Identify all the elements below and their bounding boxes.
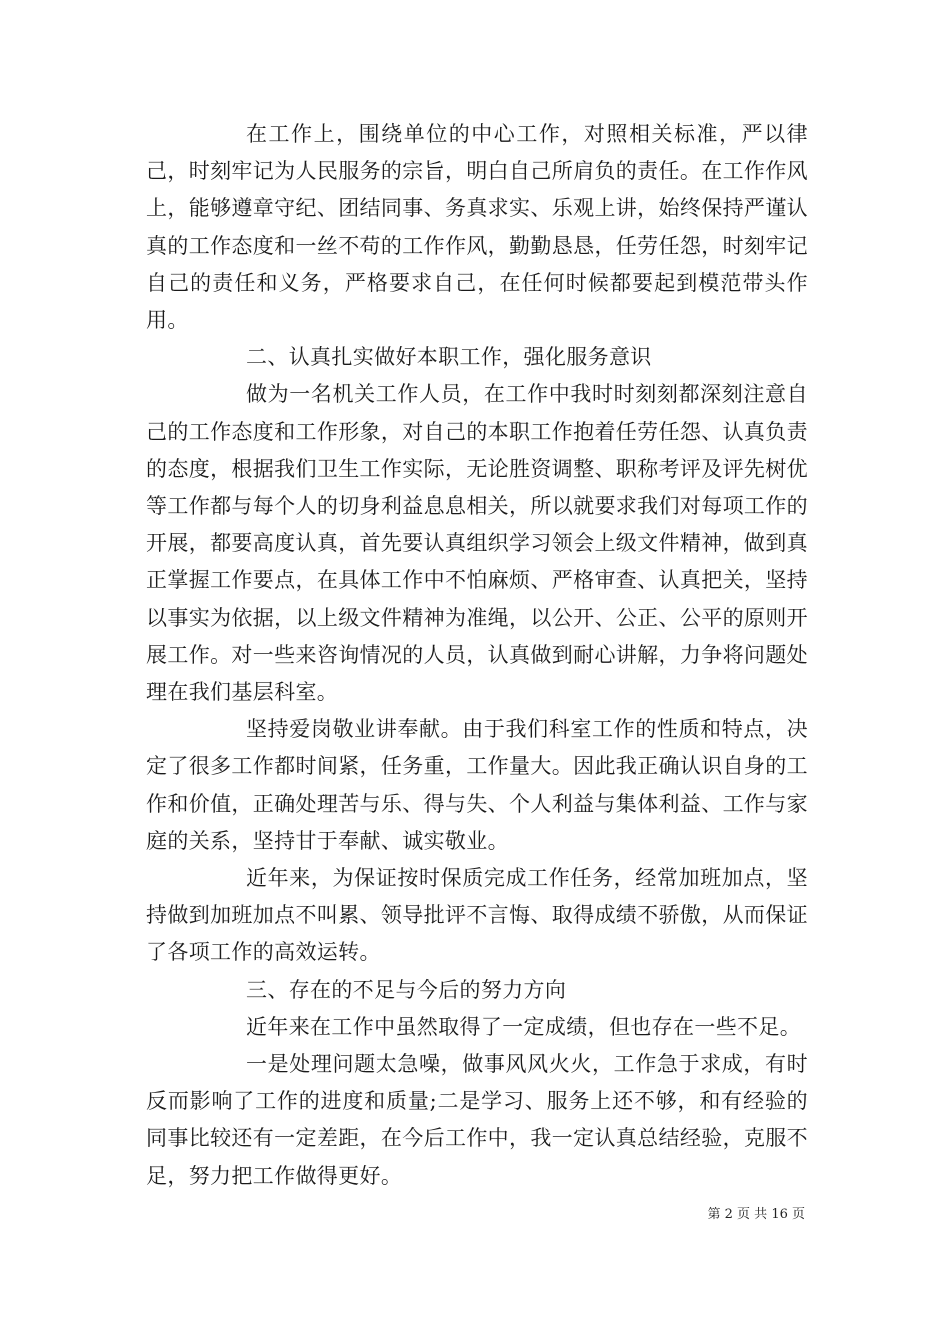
paragraph-dedication: 坚持爱岗敬业讲奉献。由于我们科室工作的性质和特点，决定了很多工作都时间紧，任务重，工作量大。因此我正确认识自身的工作和价值，正确处理苦与乐、得与失、个人利益与集体利益、工作与家庭的关系，坚持甘于奉献、诚实敬业。 — [146, 717, 808, 853]
paragraph-shortcomings-intro: 近年来在工作中虽然取得了一定成绩，但也存在一些不足。 — [246, 1014, 802, 1039]
section-heading-3: 三、存在的不足与今后的努力方向 — [246, 977, 567, 1002]
page-number-footer: 第 2 页 共 16 页 — [707, 1207, 805, 1222]
section-heading-2: 二、认真扎实做好本职工作，强化服务意识 — [246, 345, 652, 370]
paragraph-shortcomings-detail: 一是处理问题太急噪，做事风风火火，工作急于求成，有时反而影响了工作的进度和质量;二是学习、服务上还不够，和有经验的同事比较还有一定差距，在今后工作中，我一定认真总结经验，克服不足，努力把工作做得更好。 — [146, 1052, 808, 1188]
paragraph-overtime: 近年来，为保证按时保质完成工作任务，经常加班加点，坚持做到加班加点不叫累、领导批评不言悔、取得成绩不骄傲，从而保证了各项工作的高效运转。 — [146, 866, 808, 965]
document-body — [146, 116, 808, 1195]
paragraph-work-attitude: 在工作上，围绕单位的中心工作，对照相关标准，严以律己，时刻牢记为人民服务的宗旨，明白自己所肩负的责任。在工作作风上，能够遵章守纪、团结同事、务真求实、乐观上讲，始终保持严谨认真的工作态度和一丝不苟的工作作风，勤勤恳恳，任劳任怨，时刻牢记自己的责任和义务，严格要求自己，在任何时候都要起到模范带头作用。 — [146, 122, 808, 333]
paragraph-job-duties: 做为一名机关工作人员，在工作中我时时刻刻都深刻注意自己的工作态度和工作形象，对自己的本职工作抱着任劳任怨、认真负责的态度，根据我们卫生工作实际，无论胜资调整、职称考评及评先树优等工作都与每个人的切身利益息息相关，所以就要求我们对每项工作的开展，都要高度认真，首先要认真组织学习领会上级文件精神，做到真正掌握工作要点，在具体工作中不怕麻烦、严格审查、认真把关，坚持以事实为依据，以上级文件精神为准绳，以公开、公正、公平的原则开展工作。对一些来咨询情况的人员，认真做到耐心讲解，力争将问题处理在我们基层科室。 — [146, 382, 808, 705]
